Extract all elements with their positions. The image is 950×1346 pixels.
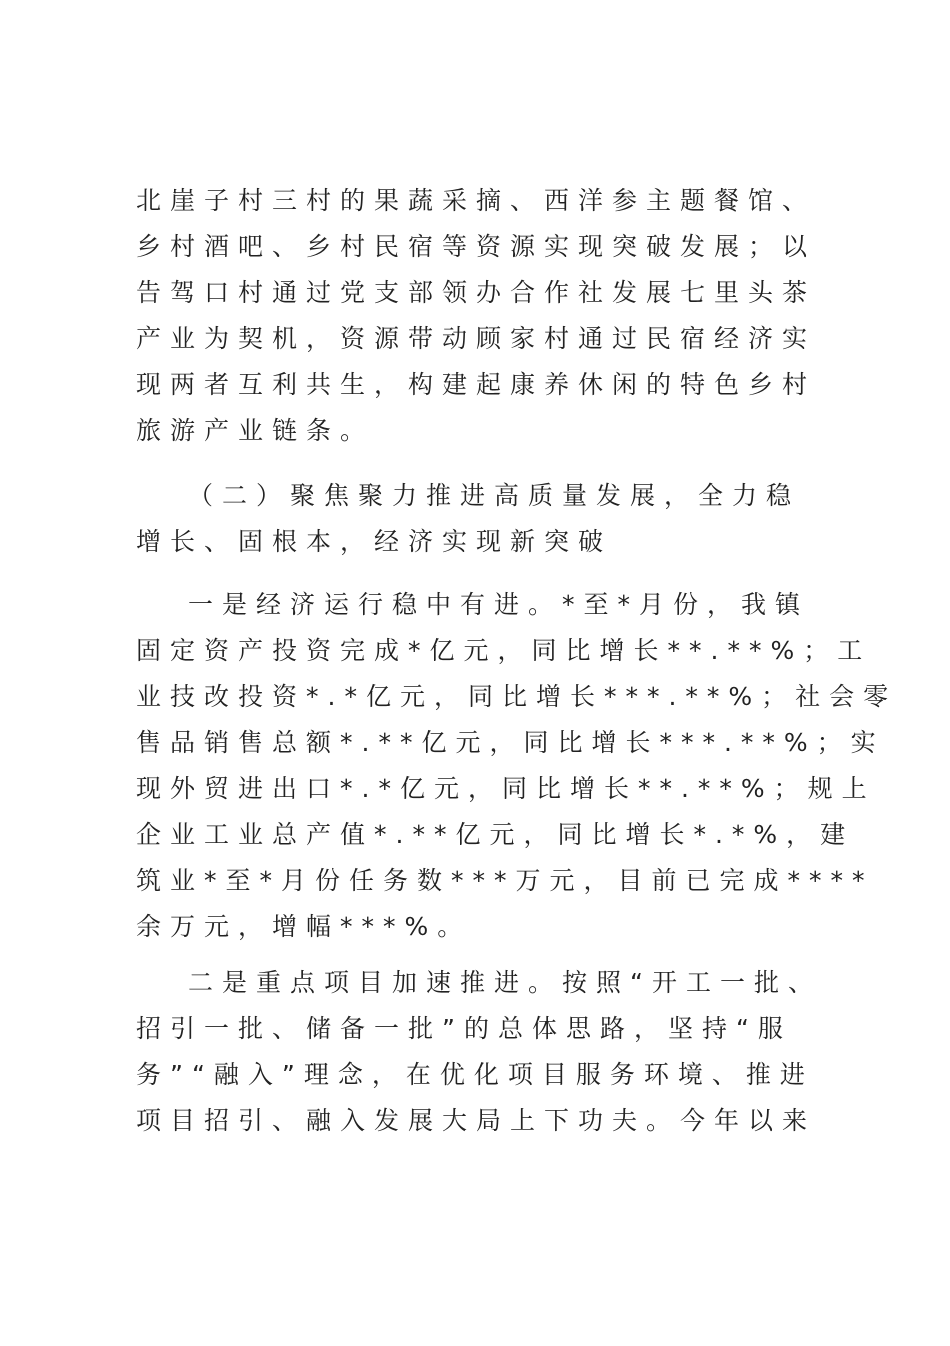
text-line: 务”“融入”理念，在优化项目服务环境、推进 (136, 1060, 814, 1089)
heading-line: （二）聚焦聚力推进高质量发展，全力稳 (188, 481, 801, 510)
paragraph-rural-tourism (136, 178, 826, 454)
text-line: 旅游产业链条。 (136, 416, 375, 445)
text-line: 招引一批、储备一批”的总体思路，坚持“服 (136, 1014, 792, 1043)
text-line: 筑业*至*月份任务数***万元，目前已完成**** (136, 866, 874, 895)
text-line: 产业为契机，资源带动顾家村通过民宿经济实 (136, 324, 817, 353)
text-line: 固定资产投资完成*亿元，同比增长**.**%；工 (136, 636, 872, 665)
text-line: 一是经济运行稳中有进。*至*月份，我镇 (188, 590, 810, 619)
text-line: 企业工业总产值*.**亿元，同比增长*.*%，建 (136, 820, 855, 849)
text-line: 现两者互利共生，构建起康养休闲的特色乡村 (136, 370, 817, 399)
text-line: 北崖子村三村的果蔬采摘、西洋参主题餐馆、 (136, 186, 817, 215)
text-line: 乡村酒吧、乡村民宿等资源实现突破发展；以 (136, 232, 817, 261)
text-line: 售品销售总额*.**亿元，同比增长***.**%；实 (136, 728, 885, 757)
section-heading (136, 473, 826, 565)
text-line: 告驾口村通过党支部领办合作社发展七里头茶 (136, 278, 817, 307)
text-line: 二是重点项目加速推进。按照“开工一批、 (188, 968, 822, 997)
paragraph-key-projects (136, 960, 826, 1144)
text-line: 项目招引、融入发展大局上下功夫。今年以来 (136, 1106, 817, 1135)
paragraph-economic-operation (136, 582, 898, 950)
text-line: 现外贸进出口*.*亿元，同比增长**.**%；规上 (136, 774, 876, 803)
text-line: 余万元，增幅***%。 (136, 912, 472, 941)
text-line: 业技改投资*.*亿元，同比增长***.**%；社会零 (136, 682, 898, 711)
heading-line: 增长、固根本，经济实现新突破 (136, 527, 613, 556)
